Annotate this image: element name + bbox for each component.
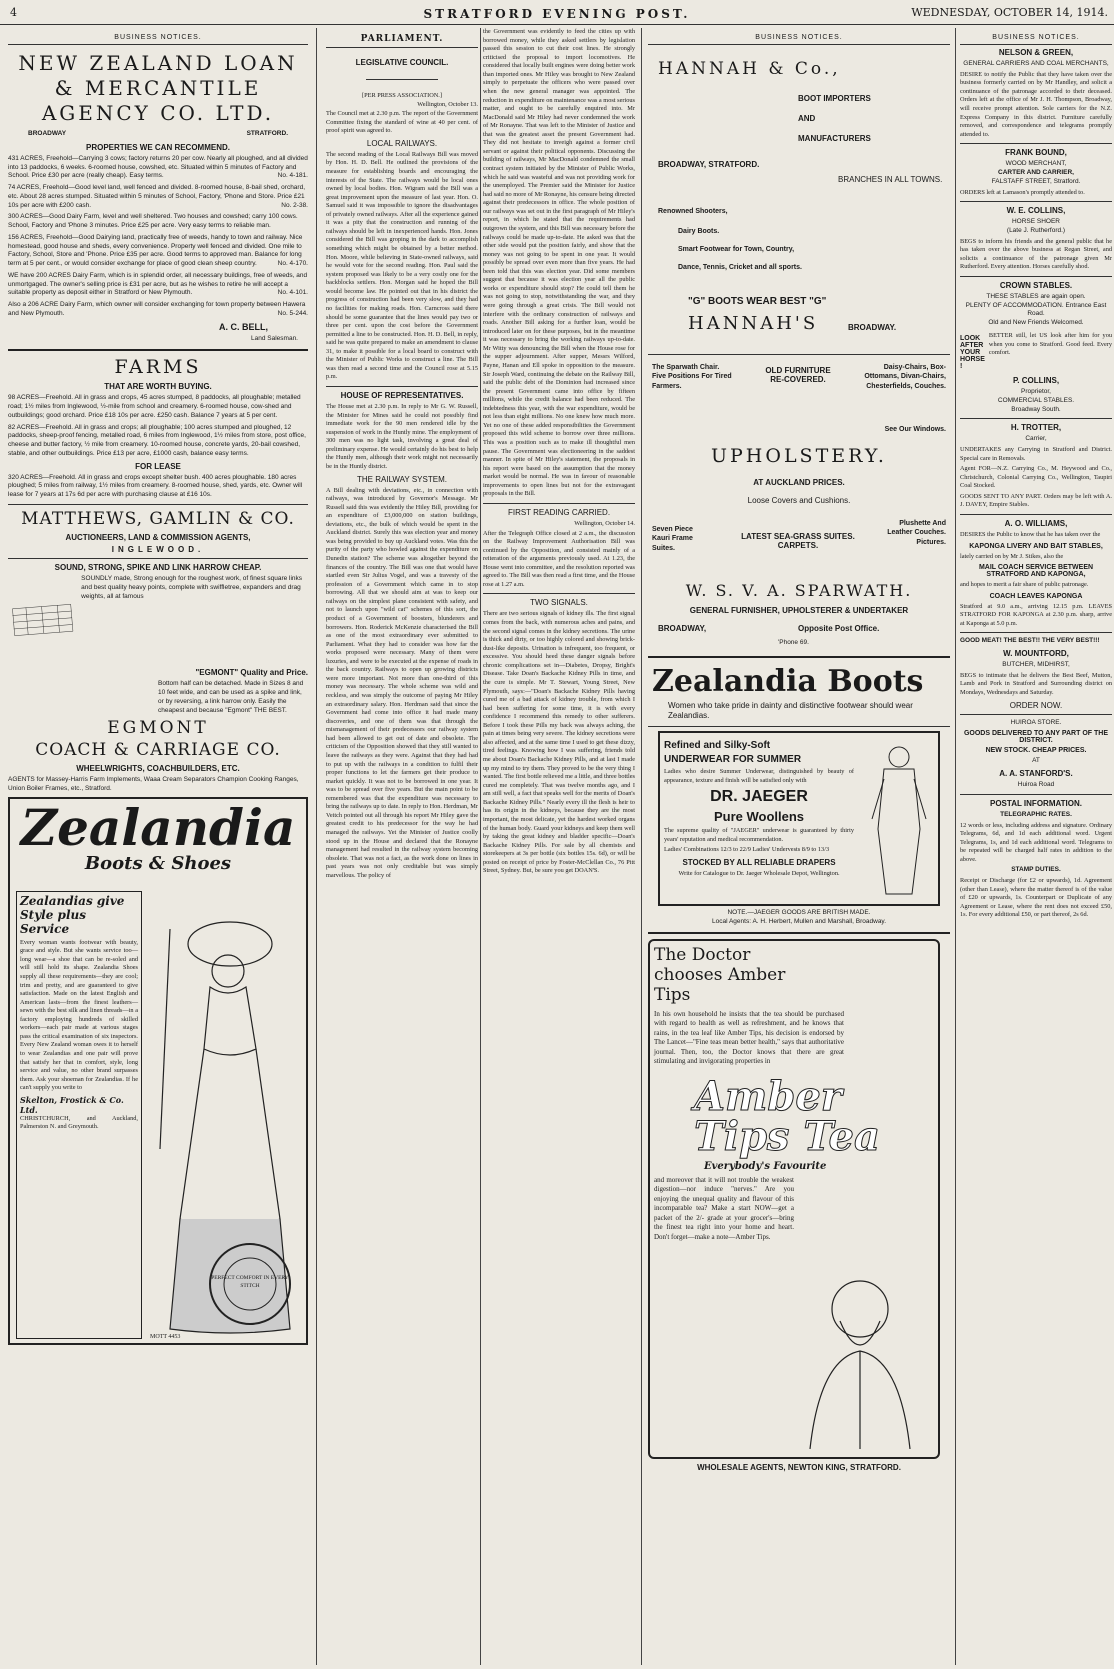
comfort-stamp: PERFECT COMFORT IN EVERY STITCH [211, 1275, 289, 1289]
jaeger-heading-1: Refined and Silky-Soft [664, 740, 771, 752]
sparwath-phone: 'Phone 69. [778, 639, 809, 646]
ng-trade: GENERAL CARRIERS AND COAL MERCHANTS, [963, 60, 1109, 67]
column-5 [960, 28, 1112, 1665]
hannah-list-item: Smart Footwear for Town, Country, [678, 246, 795, 253]
ng-text: DESIRE to notify the Public that they have taken over the business formerly carried on by Mr Handley, and solicit a continuance of the patronage accorded to their deceased. Orders left at the office of Mr J. H. Thompson, Broadway, will receive prompt attention. Sole carriers for the N.Z. Express Company in this district. Furniture carefully removed, and correspondence and telegrams promptly attended to. [960, 70, 1112, 138]
property-text: 74 ACRES, Freehold—Good level land, well fenced and divided. 8-roomed house, 8-bail shed, orchard, etc. About 28 acres stumped. Situated within 5 minutes of School, Factory, 'Phone and Store. Price £21 10s per acre with £200 cash. [8, 184, 306, 209]
section-header: BUSINESS NOTICES. [960, 28, 1112, 45]
sparwath-opposite: Opposite Post Office. [798, 624, 880, 633]
jaeger-write: Write for Catalogue to Dr. Jaeger Wholesale Depot, Wellington. [678, 869, 840, 877]
amber-tips-paragraph-2: and moreover that it will not trouble the weakest digestion—nor induce "nerves." Are you enjoying the unequal quality and flavour of this incomparable tea? Make a start NOW—get a packet of the 2/- grade at your grocer's—bring the finest tea right into your home and heart. Don't forget—make a note—Amber Tips. [654, 1175, 794, 1241]
property-text: 431 ACRES, Freehold—Carrying 3 cows; factory returns 20 per cow. Nearly all ploughed, and all divided into 13 paddocks, 6 weeks. 6-roomed house, cowshed, etc. Situated within 5 minutes of Factory and School. Price £30 per acre (really cheap). Easy terms. [8, 154, 308, 180]
mgc-subtitle: AUCTIONEERS, LAND & COMMISSION AGENTS, [65, 533, 251, 543]
property-text: 156 ACRES, Freehold—Good Dairying land, practically free of weeds, handy to town and railway. Nice homestead, good house and sheds, every convenience. Property well fenced and divided. One mile to Factory, School, Store and 'Phone. Price £35 per acre. Good terms to approved man. Balance for long term at 5 per cent., or would consider exchange for place of good clean sheep country. [8, 233, 303, 268]
aw-title: KAPONGA LIVERY AND BAIT STABLES, [969, 542, 1103, 550]
amber-tips-favourite: Everybody's Favourite [704, 1160, 827, 1172]
upholstery-loose: Loose Covers and Cushions. [747, 496, 851, 505]
egmont-agents: AGENTS for Massey-Harris Farm Implements, Waaa Cream Separators Champion Cooking Ranges, Union Boiler Frames, etc., Stratford. [8, 775, 299, 792]
egmont-title-2: COACH & CARRIAGE CO. [35, 739, 281, 760]
section-header: BUSINESS NOTICES. [8, 28, 308, 45]
upholstery-left-2: Seven Piece Kauri Frame Suites. [652, 526, 693, 552]
nzlm-title: NEW ZEALAND LOAN & MERCANTILE AGENCY CO. LTD. [18, 51, 298, 125]
cs-text: BETTER still, let US look after him for you when you come to Stratford. Good feed. Every comfort. [988, 331, 1112, 357]
zealandia-maker: Skelton, Frostick & Co. Ltd. [20, 1094, 124, 1115]
subhead-two-signals: TWO SIGNALS. [530, 598, 588, 608]
ad-reference: MOTT 4453 [150, 1334, 181, 1341]
harrow-title: SOUND, STRONG, SPIKE AND LINK HARROW CHEAP. [54, 563, 262, 573]
zealandia-subtitle: Boots & Shoes [84, 853, 232, 875]
zealandia-boots-text: Women who take pride in dainty and distinctive footwear should wear Zealandias. [668, 700, 913, 721]
amber-tips-paragraph-1: In his own household he insists that the tea should be purchased with regard to health as well as refreshment, and he knows that rains, in the tea leaf like Amber Tips, his decision is endorsed by The Lancet—"Fine teas mean better health," says that authoritative journal. Then, too, the Doctor knows that there are great stimulating and invigorating properties in [654, 1009, 844, 1066]
jaeger-heading-2: UNDERWEAR FOR SUMMER [664, 754, 802, 766]
fb-address: FALSTAFF STREET, Stratford. [991, 177, 1081, 185]
cs-line-1: THESE STABLES are again open. [986, 292, 1086, 300]
cs-look: LOOK AFTER YOUR HORSE ! [960, 334, 985, 370]
hannah-list-title: Renowned Shooters, [658, 208, 728, 215]
article-paragraph: The second reading of the Local Railways Bill was moved by Hon. H. D. Bell. He outlined the provisions of the measure for establishing boards and encouraging the interests of the State. The railways would be local ones owned by local bodies. Hon. Wigram said the Bill was a great improvement upon the measure of last year. Hon. O. Samuel said it was impossible to ignore the disadvantages of privately owned railways. After all the experience gained it was a pity that the construction and running of the railways should be left in inexperienced hands. Hon. Jones considered the Bill was groping in the dark to accomplish something which might be obtained by a better method. Hon. Moore, while believing in State-owned railways, said he would vote for the second reading. Hon. Paul said the system proposed was likely to be a very costly one for the backblocks settlers. Hon. Morgan said he hoped the Bill would become law. He pointed out that in his district the progress of construction had been very slow, and they had no facilities for making roads. Hon. Carncross said there should be some guarantee that the lines would pay two or three per cent. upon the cost before the Government permitted a line to be constructed. Hon. H. D. Bell, in reply, said he was quite prepared to make an amendment to clause 31, to make it possible for a local board to construct with the Minister of Public Works to construct a line. The Bill was then read a second time and the Council rose at 5.15 p.m. [326, 150, 478, 381]
harrow-ad [8, 563, 308, 715]
ng-name: NELSON & GREEN, [998, 48, 1074, 57]
pi-subtitle: TELEGRAPHIC RATES. [1000, 810, 1072, 818]
hannah-line-1: BOOT IMPORTERS [798, 94, 871, 103]
subhead-railway-system: THE RAILWAY SYSTEM. [357, 474, 447, 484]
sparwath-address: BROADWAY, [658, 624, 707, 633]
agent-title: Land Salesman. [251, 334, 298, 342]
wc-trade: HORSE SHOER [1011, 218, 1061, 226]
pc-stable: COMMERCIAL STABLES. [997, 396, 1075, 404]
hannah-list-item: Dairy Boots. [678, 228, 720, 235]
nzlm-ad [8, 51, 308, 344]
aw-times: Stratford at 9.0 a.m., arriving 12.15 p.m. LEAVES STRATFORD FOR KAPONGA at 2.30 p.m. sharp, arrive at Kaponga at 5.0 p.m. [960, 602, 1112, 627]
aw-name: A. O. WILLIAMS, [1004, 518, 1068, 528]
lease-title: FOR LEASE [135, 461, 181, 471]
farms-ad [8, 356, 308, 500]
aw-text: DESIRES the Public to know that he has taken over the [960, 530, 1101, 538]
issue-date: WEDNESDAY, OCTOBER 14, 1914. [911, 6, 1108, 19]
amber-tips-logo: Amber Tips Tea [694, 1072, 880, 1160]
zealandia-heading: Zealandias give Style plus Service [20, 894, 125, 936]
column-rule [641, 28, 642, 1665]
jaeger-stock: STOCKED BY ALL RELIABLE DRAPERS [682, 857, 836, 867]
article-paragraph: There are two serious signals of kidney ills. The first signal comes from the back, with numerous aches and pains, and the second signal comes in the kidney secretions. The urine is thick and dirty, or too highly colored and showing brick-dust-like deposits. Urination is infrequent, too frequent, or excessive. You should heed these danger signals before chronic complications set in—Diabetes, Dropsy, Bright's Disease. Take Doan's Backache Kidney Pills in time, and the cure is simple. Mr T. Stewart, Young Street, New Plymouth, says:—"Doan's Backache Kidney Pills having cured me of a bad attack of kidney trouble, from which I had been suffering for some time, it is with every confidence I recommend this remedy to other sufferers. Before I took these Pills my back was always aching, the pain at times being very severe. The kidney secretions were also affected, and at the same time I used to get these dizzy, tired feelings. Knowing how I was suffering, friends told me about Doan's Backache Kidney Pills, and at last I made up my mind to try them. They proved to be the very thing I wanted. The first bottle relieved me a little, and three bottles cured me completely. That was twelve months ago, and I am still well, a fact that speaks well for the merits of Doan's Backache Kidney Pills." Nearly every ill the flesh is heir to has its origin in the kidneys, because they are the most important, the most delicate, yet the hardest worked organs of the human body. Guard your kidneys and keep them well by taking the great kidney and bladder specific—Doan's Backache Kidney Pills. For sale by all chemists and storekeepers at 3s per bottle (six bottles 15s. 6d), or will be posted on receipt of price by Foster-McClellan Co., 76 Pitt Street, Sydney. But, be sure you get DOAN'S. [483, 610, 635, 875]
doctor-illustration [790, 1259, 930, 1449]
farm-listing: 98 ACRES—Freehold. All in grass and crops, 45 acres stumped, 8 paddocks, all ploughable; metalled road; 1½ miles from Inglewood, ½-mile from school and creamery. 6-roomed house, cow-shed and outbuildings; good orchard. Price £18 10s per acre. £250 cash. Balance 7 years at 5 per cent. [8, 394, 301, 419]
property-text: Also a 206 ACRE Dairy Farm, which owner will consider exchanging for town property between Hawera and New Plymouth. [8, 301, 306, 318]
property-list [8, 155, 308, 319]
egmont-title: EGMONT [107, 718, 209, 739]
as-label: HUIROA STORE. [1010, 718, 1062, 726]
ht-trade: Carrier, [1025, 435, 1047, 443]
nzlm-subtitle: PROPERTIES WE CAN RECOMMEND. [85, 142, 230, 152]
column-1 [8, 28, 308, 1665]
hannah-line-3: MANUFACTURERS [798, 134, 871, 143]
pi-title: POSTAL INFORMATION. [990, 798, 1082, 808]
upholstery-right: Daisy-Chairs, Box-Ottomans, Divan-Chairs, Chesterfields, Couches. [864, 364, 946, 390]
fb-text: ORDERS left at Lamason's promptly attended to. [960, 188, 1085, 196]
jaeger-prices: Ladies' Combinations 12/3 to 22/9 Ladies' Undervests 8/9 to 13/3 [664, 846, 830, 854]
hannah-big: HANNAH'S [688, 313, 819, 334]
jaeger-agents: Local Agents: A. H. Herbert, Mullen and Marshall, Broadway. [711, 917, 887, 925]
farms-title: FARMS [114, 355, 202, 378]
upholstery-see: See Our Windows. [884, 426, 946, 433]
mgc-title: MATTHEWS, GAMLIN & CO. [21, 508, 295, 529]
mgc-ad [8, 509, 308, 554]
as-name: A. A. STANFORD'S. [999, 769, 1073, 779]
property-ref: No. 5-244. [277, 310, 308, 318]
zealandia-body: Every woman wants footwear with beauty, grace and style. But she wants service too—long wear—a shoe that can be re-soled and will still hold its shape. Zealandia Shoes supply all these requirements—they are cool; trim and pretty, and are guaranteed to give satisfaction. Made on the latest English and American lasts—from the finest leathers—sewn with the best silk and linen threads—in a factory employing hundreds of skilled workers—each pair made at various stages pass the critical examination of six inspectors. Every New Zealand woman owes it to herself to wear Zealandias and one pair will prove that satisfy her that in comfort, style, long service and value, no other brand surpasses them. Ask your shoeman for Zealandias. If he can't supply you write to [20, 938, 138, 1092]
fb-name: FRANK BOUND, [1005, 148, 1067, 158]
press-association: [PER PRESS ASSOCIATION.] [362, 92, 442, 99]
jaeger-note: NOTE.—JAEGER GOODS ARE BRITISH MADE. [727, 909, 871, 917]
as-ref: Huiroa Road [1017, 781, 1055, 789]
page-number: 4 [10, 6, 17, 19]
as-at: AT [1032, 757, 1040, 765]
column-3 [483, 28, 635, 1665]
sparwath-trade: GENERAL FURNISHER, UPHOLSTERER & UNDERTAKER [689, 606, 909, 615]
amber-tips-footer: WHOLESALE AGENTS, NEWTON KING, STRATFORD. [697, 1462, 901, 1472]
agent-name: A. C. BELL, [219, 321, 268, 332]
farm-listing: 82 ACRES—Freehold. All in grass and crops; all ploughable; 100 acres stumped and ploughed, 12 paddocks, sheep-proof fencing, metalled road, 6 miles from Inglewood, 1½ miles from store, post office, cheese and butter factory, ½ mile from creamery. 10-roomed house, concrete yards, 20-bail cowshed, stable, and other outbuildings. Price £13 per acre, £1000 cash, balance easy terms. [8, 423, 306, 457]
subhead-house: HOUSE OF REPRESENTATIVES. [340, 391, 464, 400]
as-stock: NEW STOCK. CHEAP PRICES. [985, 747, 1087, 755]
wm-good: GOOD MEAT! THE BEST!! THE VERY BEST!!! [960, 637, 1100, 645]
wc-name: W. E. COLLINS, [1006, 206, 1066, 216]
egmont-subtitle: WHEELWRIGHTS, COACHBUILDERS, ETC. [76, 763, 240, 773]
parliament-header: PARLIAMENT. [326, 28, 478, 48]
dateline: Wellington, October 13. [417, 100, 478, 108]
mgc-town: INGLEWOOD. [111, 545, 205, 555]
zealandia-logo: Zealandia [20, 798, 296, 858]
article-paragraph: The Council met at 2.30 p.m. The report of the Government Committee fixing the standard of wine at 40 per cent. of proof spirit was agreed to. [326, 110, 478, 135]
aw-text-2: lately carried on by Mr J. Stikes, also the [960, 552, 1064, 560]
upholstery-ad [648, 359, 950, 651]
property-ref: No. 4-101. [277, 289, 308, 297]
fb-trade: WOOD MERCHANT, [1005, 160, 1067, 168]
newspaper-title: STRATFORD EVENING POST. [423, 7, 691, 21]
upholstery-mid: OLD FURNITURE RE-COVERED. [765, 366, 831, 384]
amber-tips-heading: The Doctor chooses Amber Tips [654, 944, 786, 1006]
hannah-name: HANNAH & Co., [658, 59, 841, 79]
as-text: GOODS DELIVERED TO ANY PART OF THE DISTRICT. [963, 730, 1109, 745]
pi-text: 12 words or less, including address and signature. Ordinary Telegrams, 6d, and 1d each additional word. Urgent Telegrams, 1s, and 1d each additional word. Telegrams to be repeated will be charged half rates in addition to the above. [960, 821, 1112, 863]
article-paragraph: After the Telegraph Office closed at 2 a.m., the discussion on the Railway Improvement Authorisation Bill was continued by the Opposition, and consisted mainly of a reiteration of the arguments previously used. At 1.23, the House went into committee, and the resolution reported was agreed to. The Bill was then read a first time, and the House rose at 1.27 a.m. [483, 529, 635, 588]
harrow-text: SOUNDLY made, Strong enough for the roughest work, of finest square links and best quality heavy points, complete with swiffletree, expanders and drag weights, all at famous [81, 575, 303, 600]
zealandia-copy-box [16, 891, 142, 1339]
wm-order: ORDER NOW. [1009, 700, 1063, 710]
ht-text: UNDERTAKES any Carrying in Stratford and District. Special care in Removals. [960, 446, 1112, 462]
masthead [0, 2, 1114, 25]
pi-stamp: STAMP DUTIES. [1011, 866, 1061, 874]
ht-goods: GOODS SENT TO ANY PART. Orders may be left with A. J. DAVEY, Empire Stables. [960, 492, 1112, 509]
sparwath-name: W. S. V. A. SPARWATH. [685, 581, 913, 600]
hannah-line-2: AND [798, 114, 816, 123]
egmont-ad [8, 718, 308, 793]
article-paragraph: The House met at 2.30 p.m. In reply to Mr G. W. Russell, the Minister for Mines said he could not possibly find immediate work for the 90 men rendered idle by the suspension of work in the Huntly mine. The employment of 300 men was no light task, involving a great deal of preliminary expense. He would certainly do his best to help the Huntly men, although their work might not necessarily be in the Huntly district. [326, 403, 478, 470]
aw-text-3: and hopes to merit a fair share of public patronage. [960, 581, 1089, 589]
farms-subtitle: THAT ARE WORTH BUYING. [104, 382, 212, 392]
hannah-slogan: "G" BOOTS WEAR BEST "G" [688, 296, 827, 307]
wc-previous: (Late J. Rutherford.) [1006, 226, 1066, 234]
property-text: WE have 200 ACRES Dairy Farm, which is in splendid order, all necessary buildings, free of weeds, and unmortgaged. The owner's selling price is £31 per acre, but as he wishes to retire he will accept a suitable property as deposit either in Stratford or New Plymouth. [8, 271, 308, 297]
zealandia-shoes-ad [8, 797, 308, 1345]
property-ref: No. 4-170. [277, 260, 308, 268]
jaeger-supreme: The supreme quality of "JAEGER" underwear is guaranteed by thirty years' reputation and medical recommendation. [664, 827, 854, 843]
property-ref: No. 2-38. [281, 201, 308, 209]
amber-tips-ad [648, 939, 940, 1459]
hannah-list-item: Dance, Tennis, Cricket and all sports. [678, 264, 802, 271]
column-4 [648, 28, 950, 1665]
nzlm-addr-right: STRATFORD. [246, 130, 288, 137]
upholstery-left: The Sparwath Chair. Five Positions For Tired Farmers. [652, 364, 732, 390]
zealandia-cities: CHRISTCHURCH, and Auckland, Palmerston N. and Greymouth. [20, 1114, 138, 1131]
wm-name: W. MOUNTFORD, [1003, 649, 1069, 659]
harrow-text-2: Bottom half can be detached. Made in Sizes 8 and 10 feet wide, and can be used as a spike and link, or by reversing, a link harrow only. Easily the cheapest and because "Egmont" THE BEST. [158, 680, 304, 714]
upholstery-mid-2: LATEST SEA-GRASS SUITES. CARPETS. [741, 532, 855, 550]
zealandia-boots-title: Zealandia Boots [652, 664, 924, 699]
cs-line-3: Old and New Friends Welcomed. [988, 319, 1084, 327]
hannah-broadway: BROADWAY. [848, 323, 897, 332]
nzlm-addr-left: BROADWAY [28, 130, 67, 137]
pc-address: Broadway South. [1011, 405, 1061, 413]
zealandia-boots-ad [648, 663, 950, 722]
dateline: Wellington, October 14. [574, 519, 635, 527]
subhead-first-reading: FIRST READING CARRIED. [507, 507, 611, 517]
jaeger-intro: Ladies who desire Summer Underwear, distinguished by beauty of appearance, texture and finish will be satisfied only with [664, 768, 854, 784]
aw-leave: COACH LEAVES KAPONGA [989, 592, 1083, 600]
lease-listing: 320 ACRES—Freehold. All in grass and crops except shelter bush. 400 acres ploughable. 180 acres ploughed; 5 miles from railway, 1½ miles from creamery. 8-roomed house, shed, yards, etc. Owner will lease for 7 years at 17s 6d per acre with purchasing clause at £16 10s. [8, 473, 303, 499]
wm-trade: BUTCHER, MIDHIRST, [1002, 661, 1070, 669]
pc-proprietor: Proprietor, [1021, 387, 1051, 395]
subhead-legislative-council: LEGISLATIVE COUNCIL. [355, 58, 449, 67]
fb-trade-2: CARTER AND CARRIER, [998, 169, 1074, 177]
cs-title: CROWN STABLES. [999, 280, 1073, 290]
upholstery-right-2: Plushette And Leather Couches. Pictures. [887, 520, 946, 546]
article-paragraph: A Bill dealing with deviations, etc., in connection with railways, was introduced by Governor's Message. Mr Russell said this was evidently the Hiley Bill, providing for an expenditure of £3,000,000 on station buildings, deviations, etc., the bulk of which would be spent in the Auckland district. Surely this was election year and money was being provided to buy up Auckland votes. Was this the purity of the party who howled against the expenditure on Dunedin station? The scheme was altogether beyond the finances of the country. The Bill was one that would have startled even Sir Julius Vogel, and was a travesty of the profession of a Government which came in to stop borrowing. All that we should aim at was to keep our railways on the simplest plane consistent with safety, and not to launch upon "wild cat" schemes of this sort, the product of a Government of boosters, blunderers and borrowers. Hon. Roderick McKenzie characterised the Bill as one of the most extraordinary ever submitted to Parliament. What they had to consider was how far the works proposed were necessary. Many of them were luxuries, and were to be executed at the expense of roads in the back country. Railways to open up growing districts were more important. Not more than one-third of this money was necessary. The whole scheme was wild and reckless, and was simply the outcome of paying Mr Hiley an extraordinary salary. Hon. Herdman said that since the Government had come into office it had made many discoveries, and one of them was that through the mismanagement of their predecessors our railway system had been allowed to get out of date and obsolete. The criticism of the Opposition showed that they still wanted to leave the railways as they were. Against that they had had to put up with the railways in a condition to fulfil their proper functions to let the farmers get their produce to market quickly. It was not to be borrowed in one year. It was to be spread over five years. But the main point to be remembered was that the expenditure was necessary to bring the railways up to date. In reply to Hon. Herdman, Mr Veitch pointed out all through his report Mr Hiley gave the greatest credit to his predecessor for the way he had managed the railways. Yet the Minister of Justice coolly stood up in the House and declared that the Ronayne management had resulted in the railway system becoming obsolete. That was not a fact, as the work done on lines in past years was not only creditable but was simply marvellous. The policy of [326, 486, 478, 879]
cs-line-2: PLENTY OF ACCOMMODATION. Entrance East Road. [965, 301, 1107, 318]
pi-text-2: Receipt or Discharge (for £2 or upwards), 1d. Agreement (other than Lease), where the matter thereof is of the value of £20 or upwards, 1s. Counterpart or Duplicate of any Agreement or Lease, where the rent does not exceed £50, 1s. For every additional £50, or part thereof, 2s 6d. [960, 877, 1112, 919]
hannah-ad [648, 45, 950, 350]
wm-text: BEGS to intimate that he delivers the Best Beef, Mutton, Lamb and Pork in Stratford and Surrounding district on Mondays, Wednesdays and Saturday. [960, 671, 1112, 696]
aw-mail: MAIL COACH SERVICE BETWEEN STRATFORD AND KAPONGA, [978, 564, 1094, 579]
article-paragraph: the Government was evidently to feed the cities up with borrowed money, while they asked settlers by legislation passed this session to cut their cost lines. He strongly criticised the proposal to import locomotives. He considered that locally built engines were doing better work than imported ones. Mr Hiley was brought to New Zealand simply to perpetuate the officers who were passed over when the new general manager was appointed. The reduction in expenditure on maintenance was a most serious matter, and ought to be carefully enquired into. Mr MacDonald said Mr Hiley had never condemned the work of Mr Ronayne. That was left to the Minister of Justice and that was the greatest asset the present Government had. They did not hesitate to inveigh against a former civil servant or against their political opponents. Discussing the building of railways, Mr MacDonald condemned the small contract system initiated by the Minister of Public Works, which he said was wasteful and was not providing work for the unemployed. The Premier said the Minister for Justice had said no more of Mr Ronayne, his censure being directed against their predecessors in office. The whole position of our railways was set out in the first paragraph of Mr Hiley's report, in which he stated that the requirements had outgrown the system, and this Bill was necessary before the railways could be made up-to-date. He asked was that the other side would put the position fairly, and show that the money was not going to be spent in one year. It would possibly be spread over even more than five years. He had been told that this was election year. Did some members suggest that because it was election year all the public works or expenditure should stop? He could tell them he was not going to stop, notwithstanding the war, and they were going through a great crisis. The Bill would not interfere with the ordinary construction of railways and roads. Another Bill asking for a further loan, would be introduced later on for these purposes, but in the meantime it was necessary to bring the working railways up-to-date. Mr Witty was denouncing the Bill when the House rose for the supper adjournment. After supper, Messrs Wilford, Payne, Hanan and Ell spoke in opposition to the measure. Sir Joseph Ward, continuing the debate on the Railway Bill, said the public debt of the Dominion had increased since the present Government came into office by fifteen millions, while the credit balance had been reduced. The indebtedness this year, with the war expenditure, would be not less than eight millions. No one knew how much more. Yet no one of these added responsibilities the Government proposed this wild scheme to borrow over three millions. This was a position such as to make ill thoughtful men pause. The Government was electioneering in the saddest manner. In spite of Mr Hiley's statement, the proposals in his report were based on the assumption that the money market would be normal. He was in favour of reasonable improvements to open lines but not for the extravagant proposals in the Bill. [483, 28, 635, 498]
hannah-address: BROADWAY, STRATFORD. [658, 160, 760, 169]
jaeger-brand: DR. JAEGER [710, 788, 808, 806]
column-2 [326, 28, 478, 1665]
upholstery-title: UPHOLSTERY. [711, 445, 887, 467]
lady-illustration [864, 739, 934, 899]
hannah-branches: BRANCHES IN ALL TOWNS. [838, 175, 943, 184]
pc-name: P. COLLINS, [1012, 375, 1060, 385]
harrow-illustration [8, 575, 75, 665]
upholstery-prices: AT AUCKLAND PRICES. [753, 478, 845, 487]
ht-name: H. TROTTER, [1010, 423, 1062, 433]
ht-agents: Agent FOR—N.Z. Carrying Co., M. Heywood and Co., Christchurch, Colonial Carrying Co., Wellington, Taupiri Coal Stocked. [960, 465, 1112, 490]
section-header: BUSINESS NOTICES. [648, 28, 950, 45]
wc-text: BEGS to inform his friends and the general public that he has taken over the above business at Regan Street, and solicits a continuance of the patronage given Mr Rutherford. Every attention. Horses carefully shod. [960, 237, 1112, 271]
harrow-quote: "EGMONT" Quality and Price. [195, 668, 308, 678]
column-rule [955, 28, 956, 1665]
column-rule [316, 28, 317, 1665]
subhead-local-railways: LOCAL RAILWAYS. [366, 138, 438, 148]
column-rule [480, 28, 481, 1665]
jaeger-ad [658, 731, 940, 906]
property-text: 300 ACRES—Good Dairy Farm, level and well sheltered. Two houses and cowshed; carry 100 cows. School, Factory and 'Phone 3 minutes. Price £25 per acre. Very easy terms to reliable man. [8, 213, 298, 230]
jaeger-brand-2: Pure Woollens [713, 809, 805, 825]
property-ref: No. 4-181. [277, 172, 308, 180]
